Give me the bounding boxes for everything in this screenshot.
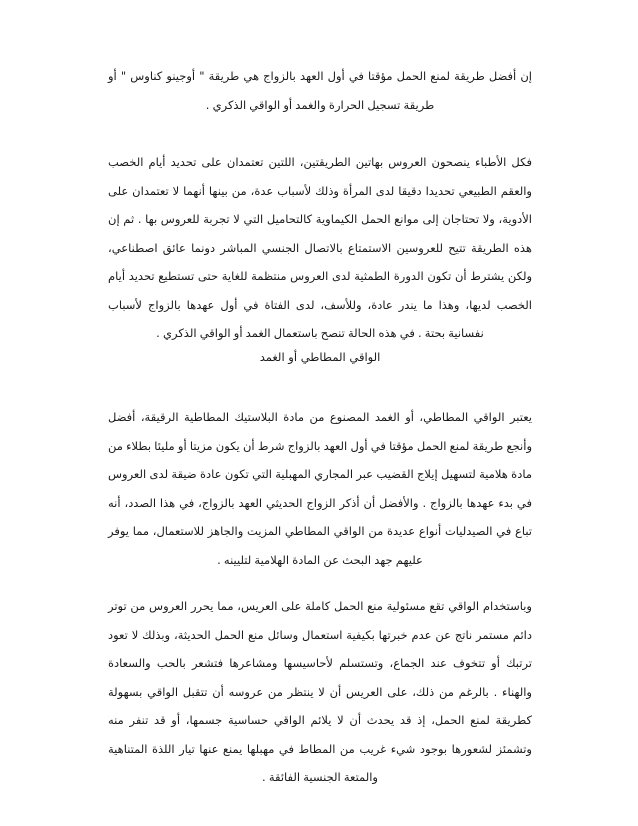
paragraph-intro: إن أفضل طريقة لمنع الحمل مؤقتا في أول العهد بالزواج هي طريقة " أوجينو كناوس " أو طريقة تسجيل الحرارة والغمد أو الواقي الذكري . <box>108 69 532 112</box>
paragraph-methods: فكل الأطباء ينصحون العروس بهاتين الطريقتين، اللتين تعتمدان على تحديد أيام الخصب والعقم الطبيعي تحديدا دقيقا لدى المرأة وذلك لأسباب عدة، من بينها أنهما لا تعتمدان على الأدوية، ولا تحتاجان إلى موانع الحمل الكيماوية كالتحاميل التي لا تجربة للعروس بها . ثم إن هذه الطريقة تتيح للعروسين الاستمتاع بالاتصال الجنسي المباشر دونما عائق اصطناعي، ولكن يشترط أن تكون الدورة الطمثية لدى العروس منتظمة للغاية حتى تستطيع تحديد أيام الخصب لديها، وهذا ما يندر عادة، وللأسف، لدى الفتاة في أول عهدها بالزواج لأسباب نفسانية بحتة . في هذه الحالة تنصح باستعمال الغمد أو الواقي الذكري . <box>108 155 532 340</box>
paragraph-condom-usage: وباستخدام الواقي تقع مسئولية منع الحمل كاملة على العريس، مما يحرر العروس من توتر دائم مستمر ناتج عن عدم خبرتها بكيفية استعمال وسائل منع الحمل الحديثة، وبذلك لا تعود ترتبك أو تتخوف عند الجماع، وتستسلم لأحاسيسها ومشاعرها فتشعر بالحب والسعادة والهناء . بالرغم من ذلك، على العريس أن لا ينتظر من عروسه أن تتقبل الواقي بسهولة كطريقة لمنع الحمل، إذ قد يحدث أن لا يلائم الواقي حساسية جسمها، أو قد تنفر منه وتشمئز لشعورها بوجود شيء غريب من المطاط في مهبلها يمنع عنها تيار اللذة المتناهية والمتعة الجنسية الفائقة . <box>108 599 532 784</box>
section-heading: الواقي المطاطي أو الغمد <box>259 350 381 364</box>
paragraph-condom-description: يعتبر الواقي المطاطي، أو الغمد المصنوع من مادة البلاستيك المطاطية الرقيقة، أفضل وأنجع طريقة لمنع الحمل مؤقتا في أول العهد بالزواج شرط أن يكون مزيتا أو مليئا بطلاء من مادة هلامية لتسهيل إيلاج القضيب عبر المجاري المهبلية التي تكون عادة ضيقة لدى العروس في بدء عهدها بالزواج . والأفضل أن أذكر الزواج الحديثي العهد بالزواج، في هذا الصدد، أنه تباع في الصيدليات أنواع عديدة من الواقي المطاطي المزيت والجاهز للاستعمال، مما يوفر عليهم جهد البحث عن المادة الهلامية لتليينه . <box>108 410 532 567</box>
